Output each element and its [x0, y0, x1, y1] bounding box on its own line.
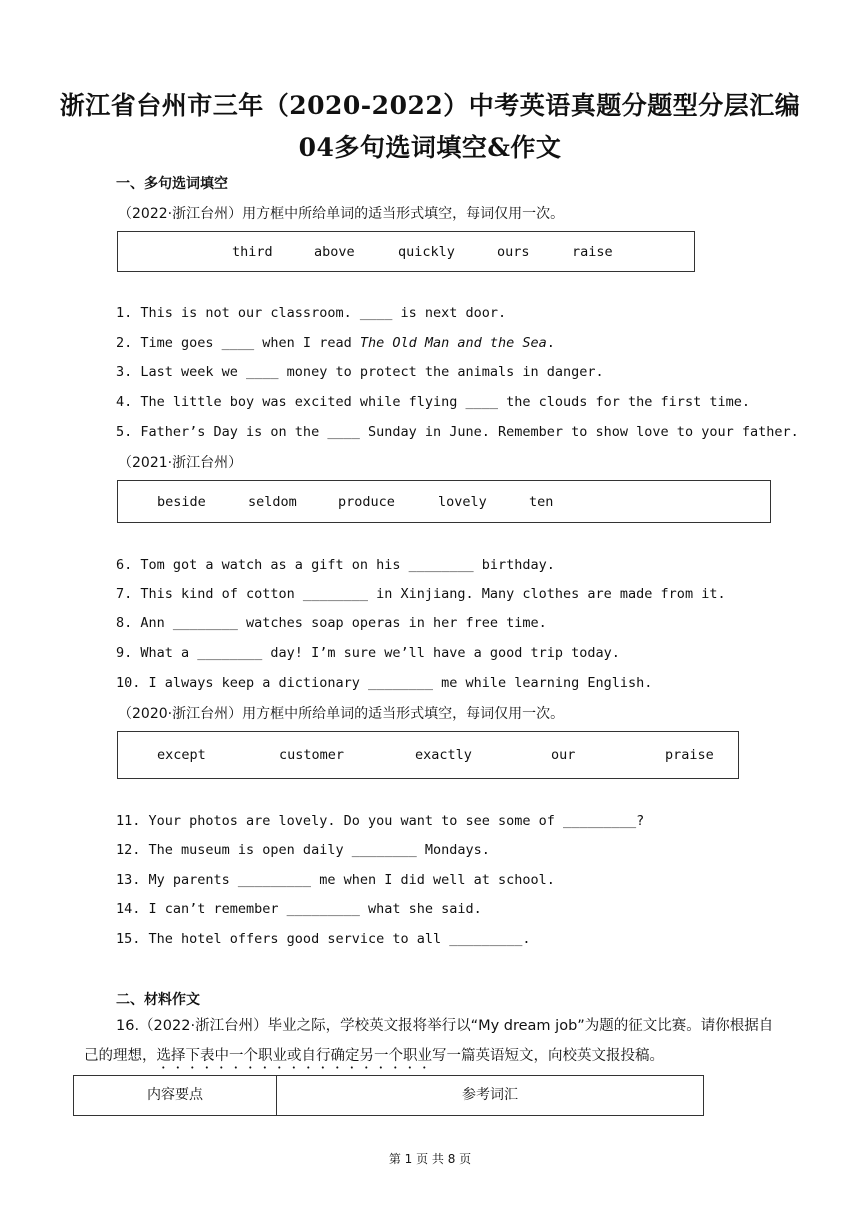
essay-prompt-end: 写一篇英语短文，向校英文报投稿。 [432, 1048, 664, 1064]
question-10: 10. I always keep a dictionary ________ me while learning English. [116, 675, 653, 691]
doc-title-line2: 04多句选词填空&作文 [298, 133, 562, 162]
group3-source: （2020·浙江台州）用方框中所给单词的适当形式填空，每词仅用一次。 [118, 706, 565, 722]
word-box-item: ten [529, 493, 554, 510]
table-header-content: 内容要点 [74, 1076, 277, 1116]
question-3: 3. Last week we ____ money to protect the animals in danger. [116, 364, 604, 380]
word-box-item: lovely [438, 493, 487, 510]
word-box-item: except [157, 747, 206, 763]
question-7: 7. This kind of cotton ________ in Xinjiang. Many clothes are made from it. [116, 586, 726, 602]
word-box-item: praise [665, 747, 714, 763]
emphasized-text: 选择下表中一个职业或自行确定另一个职业 [156, 1048, 432, 1064]
word-box-item: beside [157, 493, 206, 510]
question-9: 9. What a ________ day! I’m sure we’ll have a good trip today. [116, 645, 620, 661]
book-title: The Old Man and the Sea [359, 335, 547, 351]
word-box-item: third [232, 243, 273, 260]
question-2-end: . [546, 335, 555, 351]
question-15: 15. The hotel offers good service to all _________. [116, 931, 531, 947]
word-box-item: exactly [415, 747, 472, 763]
word-box-item: our [551, 747, 576, 763]
group1-source: （2022·浙江台州）用方框中所给单词的适当形式填空，每词仅用一次。 [118, 206, 565, 222]
word-box-item: seldom [248, 493, 297, 510]
question-2 [116, 335, 555, 351]
question-11: 11. Your photos are lovely. Do you want to see some of _________? [116, 813, 645, 829]
question-1: 1. This is not our classroom. ____ is next door. [116, 305, 507, 321]
section1-heading: 一、多句选词填空 [116, 176, 228, 192]
word-box-2 [117, 480, 771, 523]
doc-title-line1: 浙江省台州市三年（2020-2022）中考英语真题分题型分层汇编 [59, 91, 801, 120]
essay-prompt-text: 16.（2022·浙江台州）毕业之际，学校英文报将举行以“My dream job”为题的征文比赛。请你根据自己的理想， [84, 1018, 774, 1064]
question-6: 6. Tom got a watch as a gift on his ________ birthday. [116, 557, 555, 573]
table-header-vocab: 参考词汇 [277, 1076, 704, 1116]
word-box-item: raise [572, 243, 613, 260]
section2-heading: 二、材料作文 [116, 992, 200, 1008]
question-8: 8. Ann ________ watches soap operas in her free time. [116, 615, 547, 631]
essay-prompt [84, 1011, 784, 1072]
reference-table [73, 1075, 704, 1116]
question-4: 4. The little boy was excited while flying ____ the clouds for the first time. [116, 394, 750, 410]
question-13: 13. My parents _________ me when I did well at school. [116, 872, 555, 888]
question-2-text: 2. Time goes ____ when I read [116, 335, 360, 351]
group2-source: （2021·浙江台州） [118, 455, 243, 471]
word-box-1 [117, 231, 695, 272]
question-12: 12. The museum is open daily ________ Mondays. [116, 842, 490, 858]
word-box-item: customer [279, 747, 345, 763]
page-footer: 第 1 页 共 8 页 [388, 1152, 472, 1166]
word-box-item: ours [497, 243, 530, 260]
word-box-item: quickly [398, 243, 455, 260]
question-5: 5. Father’s Day is on the ____ Sunday in June. Remember to show love to your father. [116, 424, 799, 440]
word-box-3 [117, 731, 739, 779]
word-box-item: above [314, 243, 355, 260]
word-box-item: produce [338, 493, 395, 510]
question-14: 14. I can’t remember _________ what she said. [116, 901, 482, 917]
